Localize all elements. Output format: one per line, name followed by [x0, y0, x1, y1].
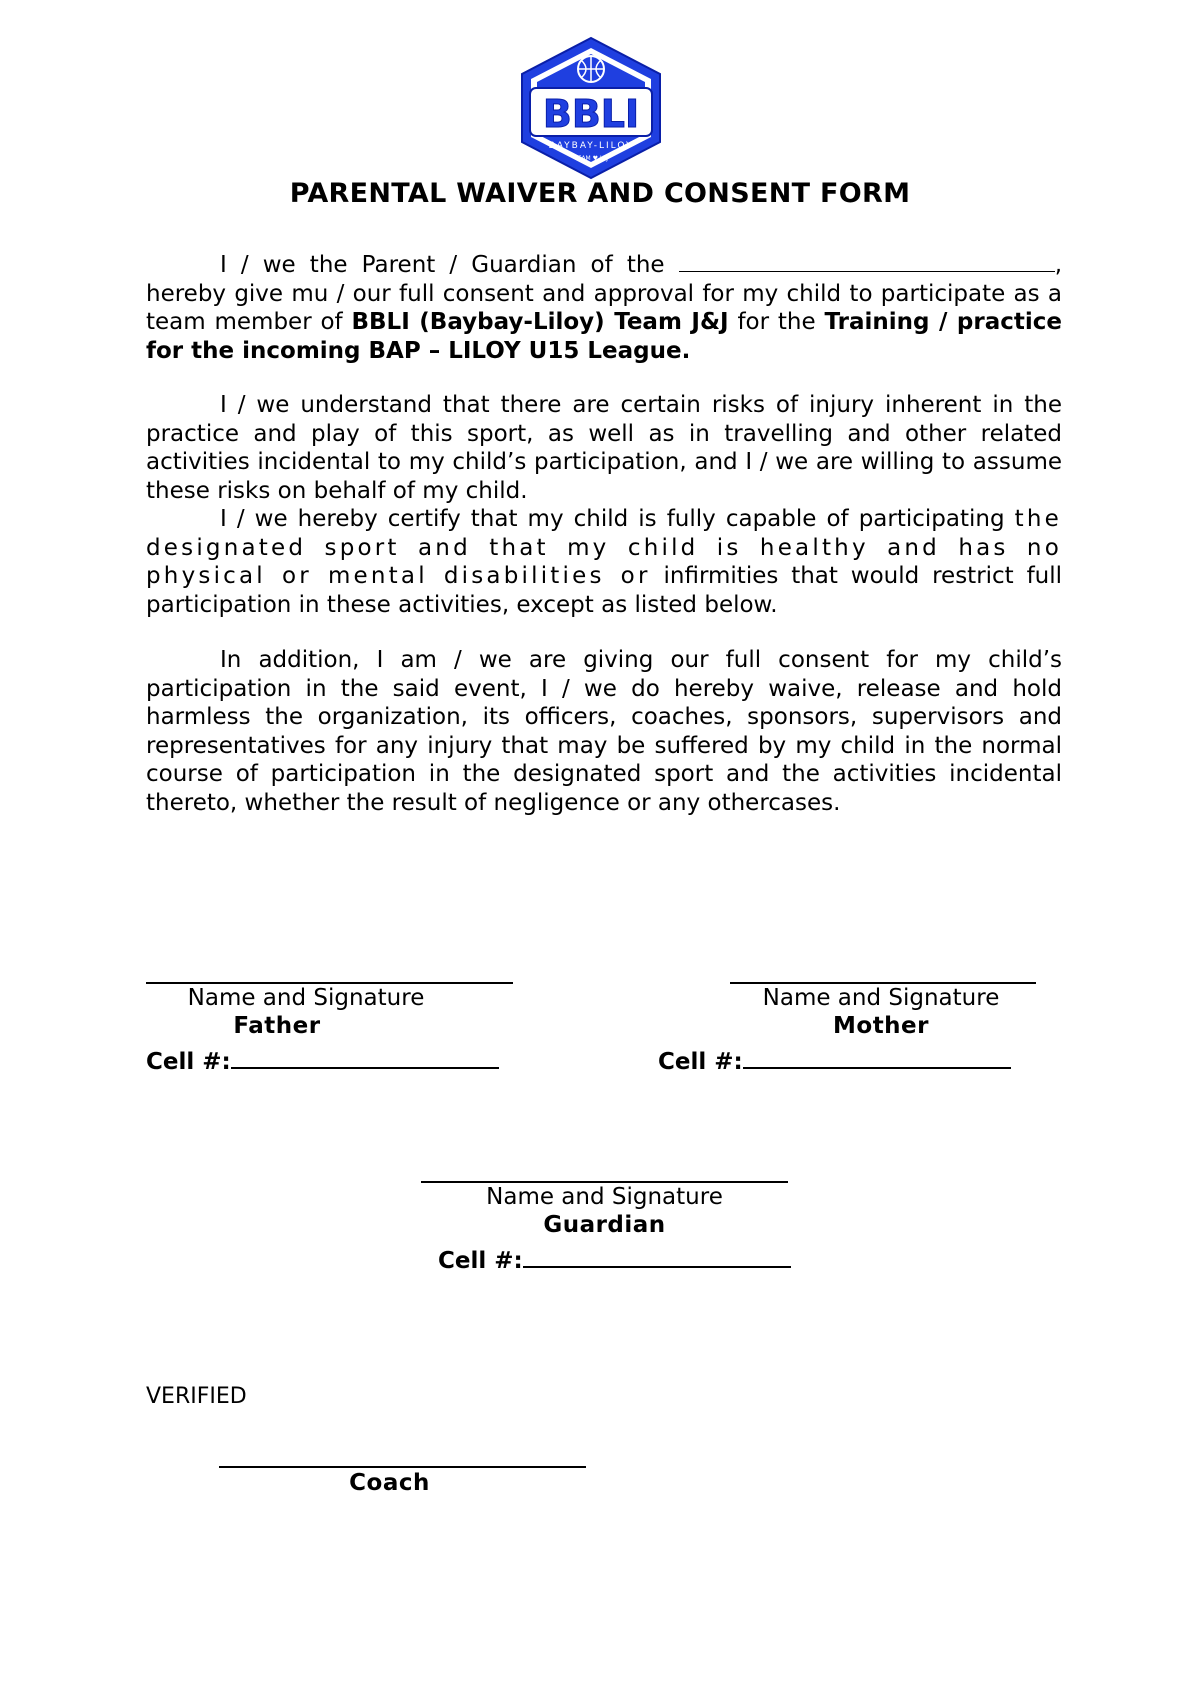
- logo-tagline: TEAM ♥ J&J: [573, 155, 609, 162]
- p2-certify-spaced: the designated sport and that my child is healthy and has no physical or mental disabilities or: [146, 506, 1062, 589]
- waiver-paragraph: [146, 646, 1062, 817]
- risk-paragraph: [146, 391, 1062, 619]
- mother-cell: [658, 1043, 1011, 1075]
- guardian-name-signature-label: Name and Signature: [486, 1184, 723, 1210]
- child-name-blank[interactable]: [679, 249, 1055, 272]
- father-name-signature-label: Name and Signature: [187, 985, 425, 1011]
- p1-comma: ,: [1054, 252, 1062, 278]
- p1-intro: I / we the Parent / Guardian of the: [220, 252, 665, 278]
- mother-cell-blank[interactable]: [743, 1043, 1011, 1069]
- training-purpose: Training / practice for the incoming BAP – LILOY U15 League.: [146, 309, 1062, 364]
- guardian-cell-blank[interactable]: [523, 1242, 791, 1268]
- guardian-role: Guardian: [543, 1212, 666, 1238]
- team-name: BBLI (Baybay-Liloy) Team J&J: [351, 309, 729, 335]
- p1-consent-text: hereby give mu / our full consent and approval for my child to participate as a team member of: [146, 280, 1062, 335]
- p2-certify-end: infirmities that would restrict full participation in these activities, except as listed below.: [146, 563, 1063, 618]
- p1-for-the: for the: [737, 309, 816, 335]
- p2-risk-text: I / we understand that there are certain risks of injury inherent in the practice and play of this sport, as well as in travelling and other related activities incidental to my child’s participation, and I / we are willing to assume these risks on behalf of my child.: [146, 392, 1062, 504]
- father-signature-line[interactable]: [146, 982, 513, 984]
- coach-role: Coach: [349, 1470, 430, 1496]
- guardian-cell-label: Cell #:: [438, 1248, 523, 1274]
- mother-role: Mother: [833, 1013, 929, 1039]
- father-role: Father: [233, 1013, 321, 1039]
- bbli-logo: [514, 36, 668, 180]
- logo-subtitle: BAYBAY-LILOY: [548, 141, 634, 151]
- father-cell-blank[interactable]: [231, 1043, 499, 1069]
- guardian-cell: [438, 1242, 791, 1274]
- coach-signature-line[interactable]: [219, 1466, 586, 1468]
- father-cell: [146, 1043, 499, 1075]
- father-cell-label: Cell #:: [146, 1049, 231, 1075]
- p3-waiver-text: In addition, I am / we are giving our full consent for my child’s participation in the said event, I / we do hereby waive, release and hold harmless the organization, its officers, coaches, sponsors, supervisors and representatives for any injury that may be suffered by my child in the normal course of participation in the designated sport and the activities incidental thereto, whether the result of negligence or any othercases.: [146, 647, 1062, 816]
- basketball-seam: [578, 56, 604, 82]
- guardian-signature-line[interactable]: [421, 1181, 788, 1183]
- consent-paragraph: [146, 249, 1062, 365]
- mother-cell-label: Cell #:: [658, 1049, 743, 1075]
- p2-certify-text: I / we hereby certify that my child is fully capable of participating: [220, 506, 1005, 532]
- mother-signature-line[interactable]: [730, 982, 1036, 984]
- mother-name-signature-label: Name and Signature: [762, 985, 1000, 1011]
- verified-label: VERIFIED: [146, 1384, 247, 1409]
- logo-text: BBLI: [542, 92, 640, 136]
- form-title: PARENTAL WAIVER AND CONSENT FORM: [289, 178, 911, 209]
